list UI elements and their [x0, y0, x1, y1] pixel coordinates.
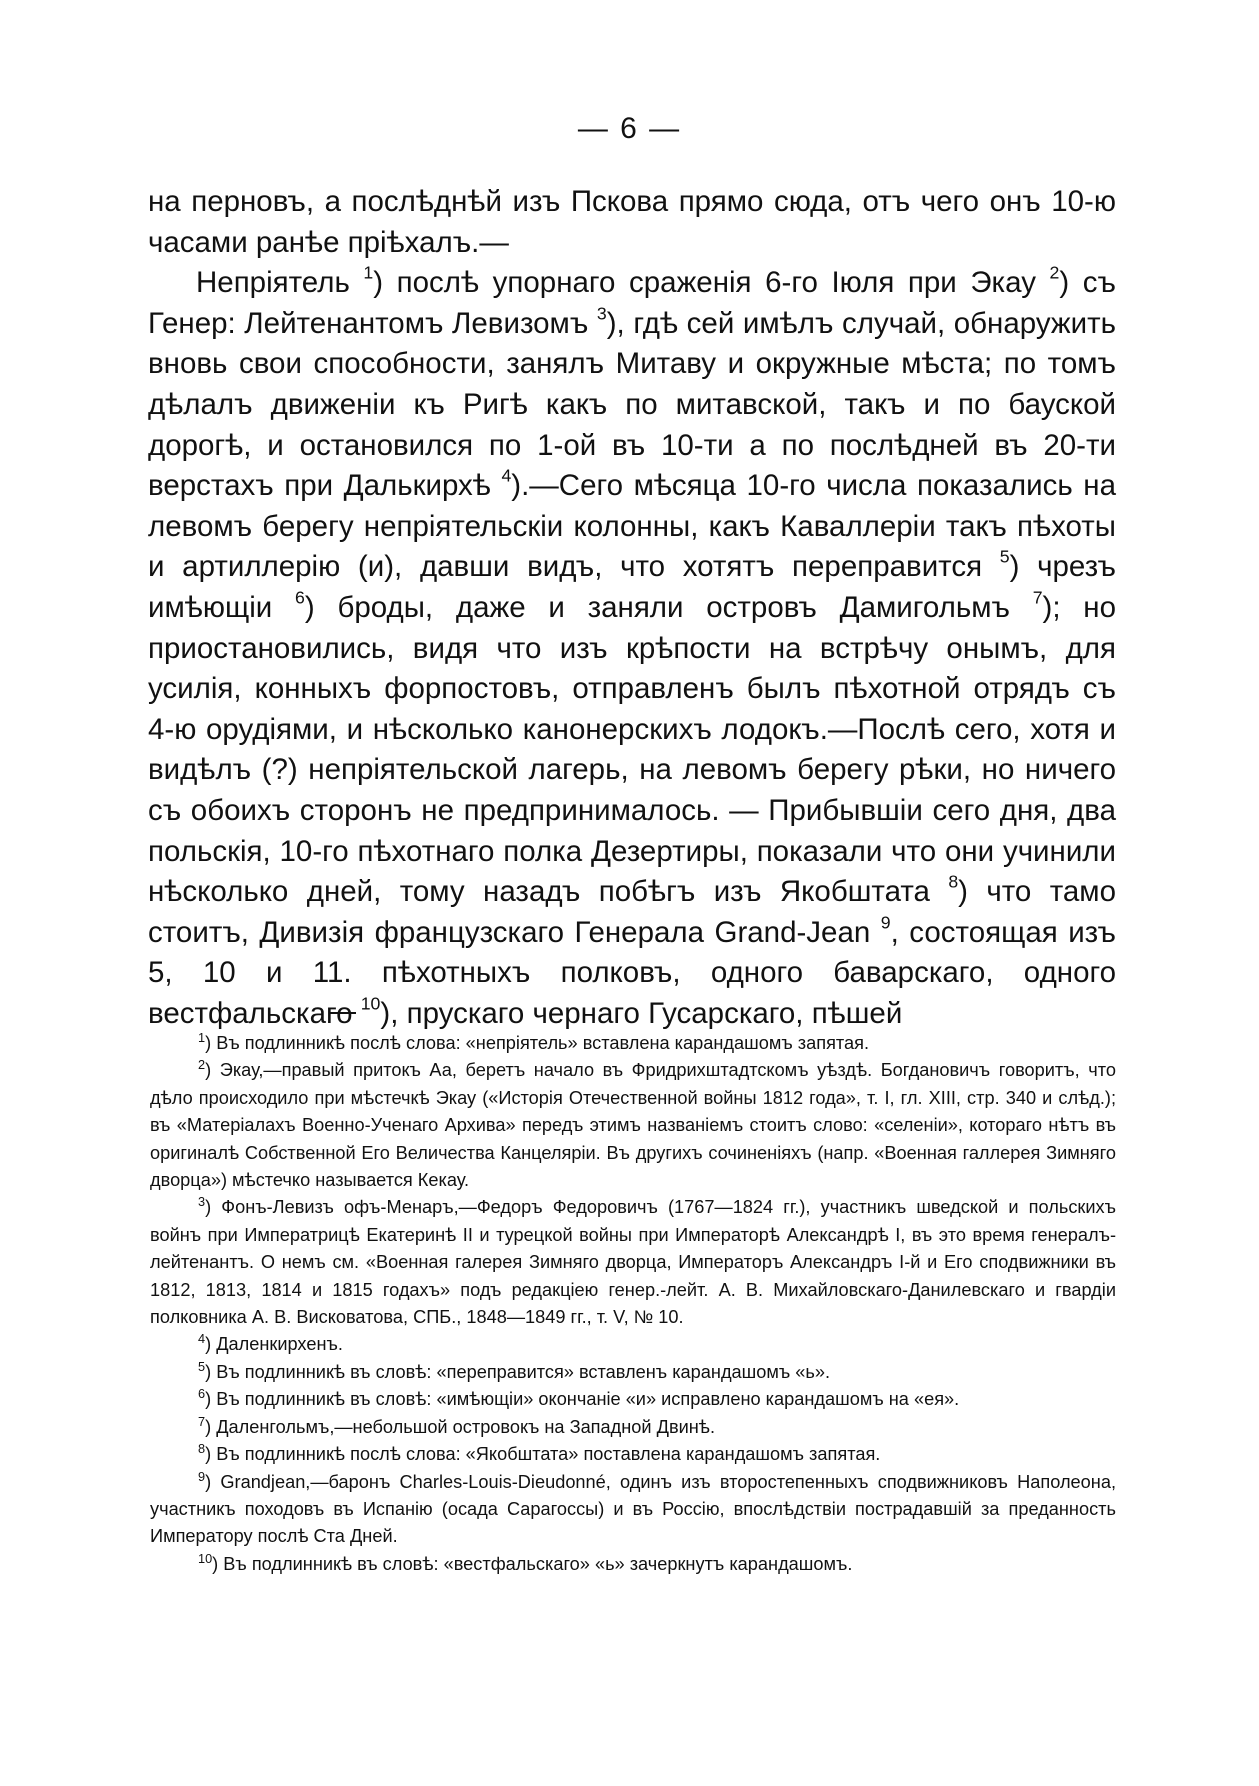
footnote-8: [150, 1441, 1116, 1468]
page-number: — 6 —: [577, 112, 682, 145]
footnote-ref: 4: [501, 465, 512, 486]
footnote-mark: 5: [198, 1358, 206, 1374]
footnote-ref: 5: [999, 547, 1010, 568]
footnote-ref: 10: [360, 993, 381, 1014]
footnote-ref: 8: [948, 871, 959, 892]
footnote-9: [150, 1469, 1116, 1551]
footnote-text: ) Въ подлинникѣ въ словѣ: «переправится» вставленъ карандашомъ «ь».: [205, 1361, 831, 1382]
footnote-text: ) Grandjean,—баронъ Charles-Louis-Dieudonné, одинъ изъ второстепенныхъ сподвижниковъ Наполеона, участникъ походовъ въ Испанiю (осада Сарагоссы) и въ Россiю, впослѣдствiи пострадавшiй за преданность Императору послѣ Ста Дней.: [150, 1471, 1116, 1547]
footnote-text: ) Даленгольмъ,—небольшой островокъ на Западной Двинѣ.: [205, 1416, 716, 1437]
text-run: ) что тамо стоитъ, Дивизiя французскаго Генерала Grand-Jean: [148, 875, 1116, 949]
footnote-text: ) Въ подлинникѣ въ словѣ: «вестфальскаго» «ь» зачеркнутъ карандашомъ.: [212, 1553, 853, 1574]
footnote-ref: 3: [596, 303, 607, 324]
footnote-4: [150, 1331, 1116, 1358]
footnote-mark: 7: [198, 1413, 206, 1429]
footnote-ref: 9: [880, 912, 891, 933]
footnote-2: [150, 1057, 1116, 1194]
text-run: ), гдѣ сей имѣлъ случай, обнаружить вновь свои способности, занялъ Митаву и окружные мѣста; по томъ дѣлалъ движенiи къ Ригѣ какъ по митавской, такъ и по бауской дорогѣ, и остановился по 1-ой въ 10-ти а по послѣдней въ 20-ти верстахъ при Далькирхѣ: [148, 306, 1116, 503]
footnote-5: [150, 1359, 1116, 1386]
footnote-6: [150, 1386, 1116, 1413]
footnote-3: [150, 1194, 1116, 1331]
text-run: ) съ Генер: Лейтенантомъ Левизомъ: [148, 266, 1116, 340]
paragraph-continuation: на перновъ, а послѣднѣй изъ Пскова прямо сюда, отъ чего онъ 10-ю часами ранѣе прiѣхалъ.—: [148, 185, 1116, 259]
footnote-ref: 6: [295, 587, 305, 608]
footnote-text: ) Въ подлинникѣ послѣ слова: «непрiятель» вставлена карандашомъ запятая.: [205, 1033, 870, 1053]
footnote-mark: 10: [198, 1550, 213, 1566]
footnote-text: ) Въ подлинникѣ послѣ слова: «Якобштата» поставлена карандашомъ запятая.: [205, 1444, 881, 1465]
footnote-mark: 9: [198, 1468, 206, 1484]
footnote-mark: 2: [198, 1057, 206, 1073]
footnote-ref: 7: [1032, 587, 1043, 608]
footnote-7: [150, 1414, 1116, 1441]
text-run: ); но приостановились, видя что изъ крѣпости на встрѣчу онымъ, для усилiя, конныхъ форпостовъ, отправленъ былъ пѣхотной отрядъ съ 4-ю орудiями, и нѣсколько канонерскихъ лодокъ.—Послѣ сего, хотя и видѣлъ (?) непрiятельской лагерь, на левомъ берегу рѣки, но ничего съ обоихъ сторонъ не предпринималось. — Прибывшiи сего дня, два польскiя, 10-го пѣхотнаго полка Дезертиры, показали что они учинили нѣсколько дней, тому назадъ побѣгъ изъ Якобштата: [148, 590, 1116, 909]
main-text: [148, 182, 1116, 1034]
text-run: ), прускаго чернаго Гусарскаго, пѣшей: [380, 996, 903, 1030]
footnote-mark: 6: [198, 1386, 206, 1402]
text-run: ) послѣ упорнаго сраженiя 6-го Iюля при Экау: [373, 266, 1050, 300]
text-run: ) чрезъ имѣющiи: [148, 550, 1116, 624]
text-run: ).—Сего мѣсяца 10-го числа показались на левомъ берегу непрiятельскiи колонны, какъ Каваллерiи такъ пѣхоты и артиллерiю (и), давши видъ, что хотятъ переправится: [148, 469, 1116, 584]
footnote-ref: 2: [1049, 262, 1060, 283]
footnote-text: ) Фонъ-Левизъ офъ-Менаръ,—Федоръ Федоровичъ (1767—1824 гг.), участникъ шведской и польскихъ войнъ при Императрицѣ Екатеринѣ II и турецкой войны при Императорѣ Александрѣ I, въ это время генералъ-лейтенантъ. О немъ см. «Военная галерея Зимняго дворца, Императоръ Александръ I-й и Его сподвижники въ 1812, 1813, 1814 и 1815 годахъ» подъ редакцiею генер.-лейт. А. В. Михайловскаго-Данилевскаго и гвардiи полковника А. В. Висковатова, СПБ., 1848—1849 гг., т. V, № 10.: [150, 1197, 1116, 1328]
footnote-1: [150, 1030, 1116, 1057]
text-run: ) броды, даже и заняли островъ Дамигольмъ: [304, 590, 1033, 624]
footnote-mark: 1: [198, 1030, 206, 1045]
footnote-ref: 1: [363, 262, 374, 283]
footnote-10: [150, 1551, 1116, 1578]
text-run: Непрiятель: [196, 266, 364, 300]
footnote-mark: 4: [198, 1331, 206, 1347]
footnote-text: ) Экау,—правый притокъ Аа, беретъ начало въ Фридрихштадтскомъ уѣздѣ. Богдановичъ говоритъ, что дѣло происходило при мѣстечкѣ Экау («Исторiя Отечественной войны 1812 года», т. I, гл. XIII, стр. 340 и слѣд.); въ «Матерiалахъ Военно-Ученаго Архива» передъ этимъ названiемъ стоитъ слово: «селенiи», котораго нѣтъ въ оригиналѣ Собственной Его Величества Канцелярiи. Въ другихъ сочиненiяхъ (напр. «Военная галлерея Зимняго дворца») мѣстечко называется Кекау.: [150, 1060, 1116, 1191]
footnote-mark: 8: [198, 1441, 206, 1457]
text-run: , состоящая изъ 5, 10 и 11. пѣхотныхъ полковъ, одного баварскаго, одного вестфальскаго: [148, 915, 1116, 1030]
paragraph-main: [148, 263, 1116, 1034]
footnotes: [150, 1030, 1116, 1578]
footnote-text: ) Даленкирхенъ.: [205, 1334, 343, 1355]
footnote-mark: 3: [198, 1194, 206, 1210]
footnote-separator: [330, 1012, 356, 1014]
footnote-text: ) Въ подлинникѣ въ словѣ: «имѣющiи» окончанiе «и» исправлено карандашомъ на «ея».: [205, 1389, 960, 1410]
